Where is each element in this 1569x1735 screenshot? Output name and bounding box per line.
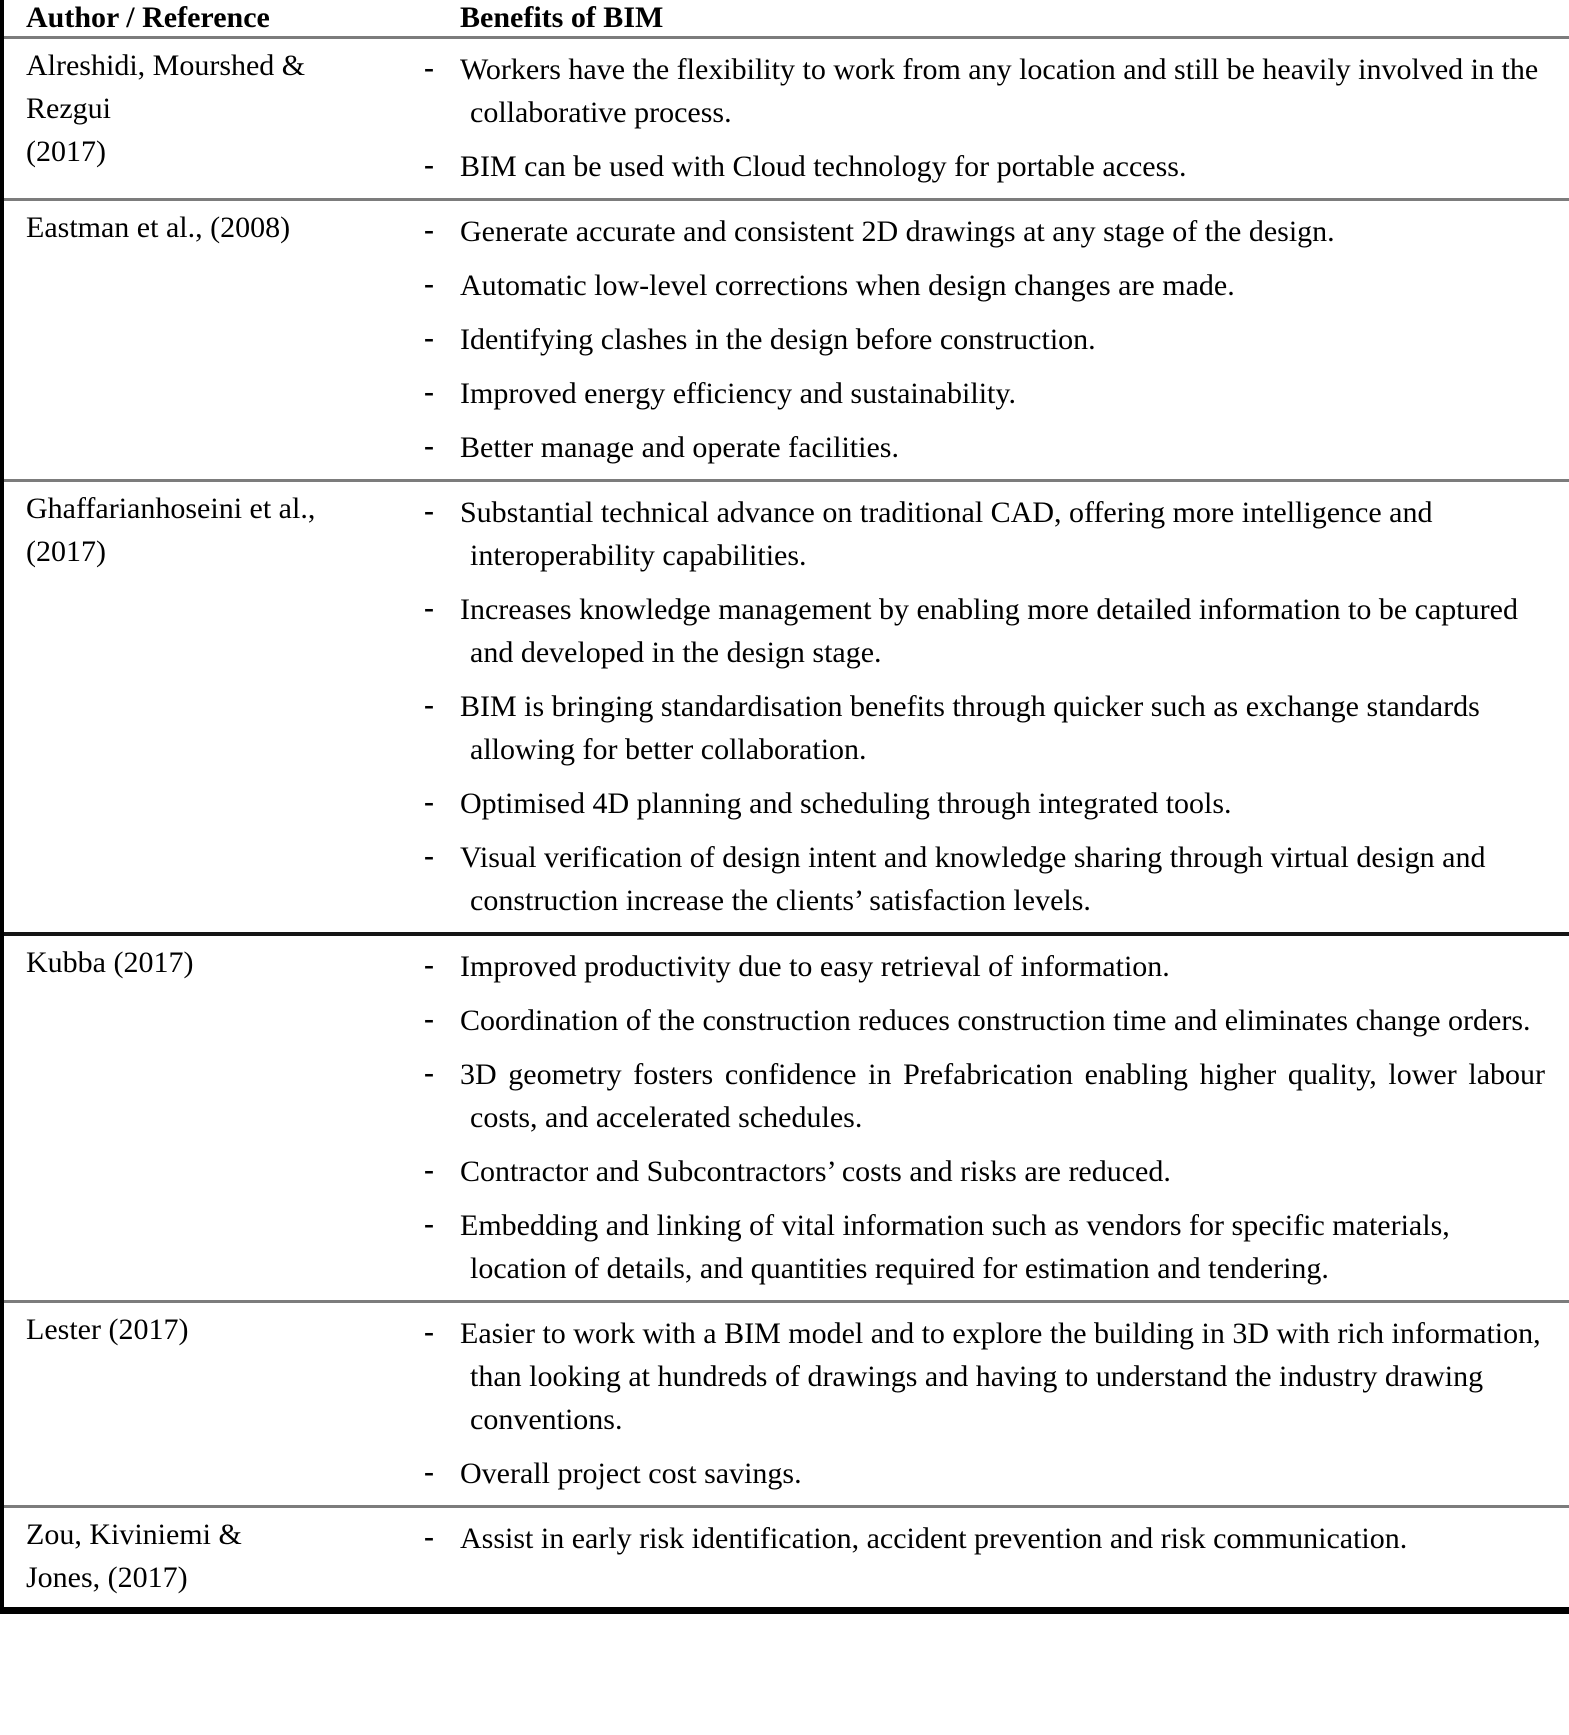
bullet-dash-icon: -: [424, 1153, 434, 1186]
benefit-text: Coordination of the construction reduces construction time and eliminates change orders.: [460, 1004, 1531, 1037]
bullet-dash-icon: -: [424, 948, 434, 981]
benefit-text: Increases knowledge management by enabling more detailed information to be captured and developed in the design stage.: [460, 593, 1518, 669]
list-item: [424, 1452, 1545, 1495]
list-item: [424, 426, 1545, 469]
table-body: [4, 36, 1569, 1607]
list-item: [424, 491, 1545, 577]
author-line: Jones, (2017): [26, 1561, 188, 1594]
benefit-text: 3D geometry fosters confidence in Prefabrication enabling higher quality, lower labour costs, and accelerated schedules.: [460, 1058, 1545, 1134]
list-item: [424, 1312, 1545, 1441]
table-row: [4, 1505, 1569, 1607]
benefits-cell: [412, 1508, 1569, 1607]
table-header-row: [4, 0, 1569, 36]
author-cell: [4, 936, 412, 1300]
author-cell: [4, 39, 412, 198]
bullet-dash-icon: -: [424, 267, 434, 300]
author-cell: [4, 201, 412, 479]
list-item: [424, 1204, 1545, 1290]
benefit-text: Improved productivity due to easy retrieval of information.: [460, 950, 1170, 983]
benefit-text: BIM is bringing standardisation benefits through quicker such as exchange standards allowing for better collaboration.: [460, 690, 1480, 766]
benefit-text: Optimised 4D planning and scheduling through integrated tools.: [460, 787, 1232, 820]
list-item: [424, 999, 1545, 1042]
bullet-dash-icon: -: [424, 1520, 434, 1553]
list-item: [424, 318, 1545, 361]
list-item: [424, 836, 1545, 922]
benefits-of-bim-header: Benefits of BIM: [460, 1, 664, 34]
table-row: [4, 479, 1569, 932]
bullet-dash-icon: -: [424, 688, 434, 721]
bullet-dash-icon: -: [424, 429, 434, 462]
benefit-text: BIM can be used with Cloud technology for portable access.: [460, 150, 1187, 183]
list-item: [424, 145, 1545, 188]
bullet-dash-icon: -: [424, 785, 434, 818]
table-row: [4, 932, 1569, 1300]
list-item: [424, 588, 1545, 674]
list-item: [424, 1517, 1545, 1560]
list-item: [424, 685, 1545, 771]
author-line: Ghaffarianhoseini et al.,: [26, 492, 316, 525]
author-line: (2017): [26, 535, 106, 568]
bullet-dash-icon: -: [424, 213, 434, 246]
benefit-text: Substantial technical advance on traditional CAD, offering more intelligence and interoperability capabilities.: [460, 496, 1433, 572]
author-line: Rezgui: [26, 92, 111, 125]
author-reference-header: Author / Reference: [26, 1, 270, 34]
benefit-text: Generate accurate and consistent 2D drawings at any stage of the design.: [460, 215, 1335, 248]
benefit-text: Easier to work with a BIM model and to explore the building in 3D with rich information, than looking at hundreds of drawings and having to understand the industry drawing conventions.: [460, 1317, 1541, 1436]
bullet-dash-icon: -: [424, 1455, 434, 1488]
benefit-text: Visual verification of design intent and knowledge sharing through virtual design and construction increase the clients’ satisfaction levels.: [460, 841, 1486, 917]
author-line: Zou, Kiviniemi &: [26, 1518, 242, 1551]
benefit-text: Embedding and linking of vital information such as vendors for specific materials, location of details, and quantities required for estimation and tendering.: [460, 1209, 1450, 1285]
bullet-dash-icon: -: [424, 1207, 434, 1240]
benefit-text: Assist in early risk identification, accident prevention and risk communication.: [460, 1522, 1408, 1555]
list-item: [424, 210, 1545, 253]
benefit-text: Workers have the flexibility to work from any location and still be heavily involved in the collaborative process.: [460, 53, 1539, 129]
bullet-dash-icon: -: [424, 321, 434, 354]
list-item: [424, 1053, 1545, 1139]
author-line: Eastman et al., (2008): [26, 211, 291, 244]
table-row: [4, 1300, 1569, 1505]
list-item: [424, 372, 1545, 415]
table-row: [4, 198, 1569, 479]
bullet-dash-icon: -: [424, 494, 434, 527]
list-item: [424, 1150, 1545, 1193]
author-line: Kubba (2017): [26, 946, 194, 979]
table-row: [4, 36, 1569, 198]
author-line: Alreshidi, Mourshed &: [26, 49, 306, 82]
author-cell: [4, 482, 412, 932]
author-line: (2017): [26, 135, 106, 168]
benefit-text: Overall project cost savings.: [460, 1457, 802, 1490]
bullet-dash-icon: -: [424, 1056, 434, 1089]
list-item: [424, 782, 1545, 825]
author-cell: [4, 1303, 412, 1505]
bullet-dash-icon: -: [424, 591, 434, 624]
bullet-dash-icon: -: [424, 1315, 434, 1348]
benefit-text: Better manage and operate facilities.: [460, 431, 899, 464]
bullet-dash-icon: -: [424, 839, 434, 872]
benefits-cell: [412, 39, 1569, 198]
bullet-dash-icon: -: [424, 1002, 434, 1035]
benefit-text: Improved energy efficiency and sustainability.: [460, 377, 1016, 410]
benefits-cell: [412, 1303, 1569, 1505]
author-cell: [4, 1508, 412, 1607]
bullet-dash-icon: -: [424, 375, 434, 408]
benefits-cell: [412, 482, 1569, 932]
author-line: Lester (2017): [26, 1313, 189, 1346]
list-item: [424, 945, 1545, 988]
list-item: [424, 48, 1545, 134]
benefit-text: Identifying clashes in the design before construction.: [460, 323, 1096, 356]
benefit-text: Contractor and Subcontractors’ costs and risks are reduced.: [460, 1155, 1171, 1188]
benefits-cell: [412, 201, 1569, 479]
bullet-dash-icon: -: [424, 51, 434, 84]
list-item: [424, 264, 1545, 307]
benefits-cell: [412, 936, 1569, 1300]
benefit-text: Automatic low-level corrections when design changes are made.: [460, 269, 1235, 302]
bullet-dash-icon: -: [424, 148, 434, 181]
